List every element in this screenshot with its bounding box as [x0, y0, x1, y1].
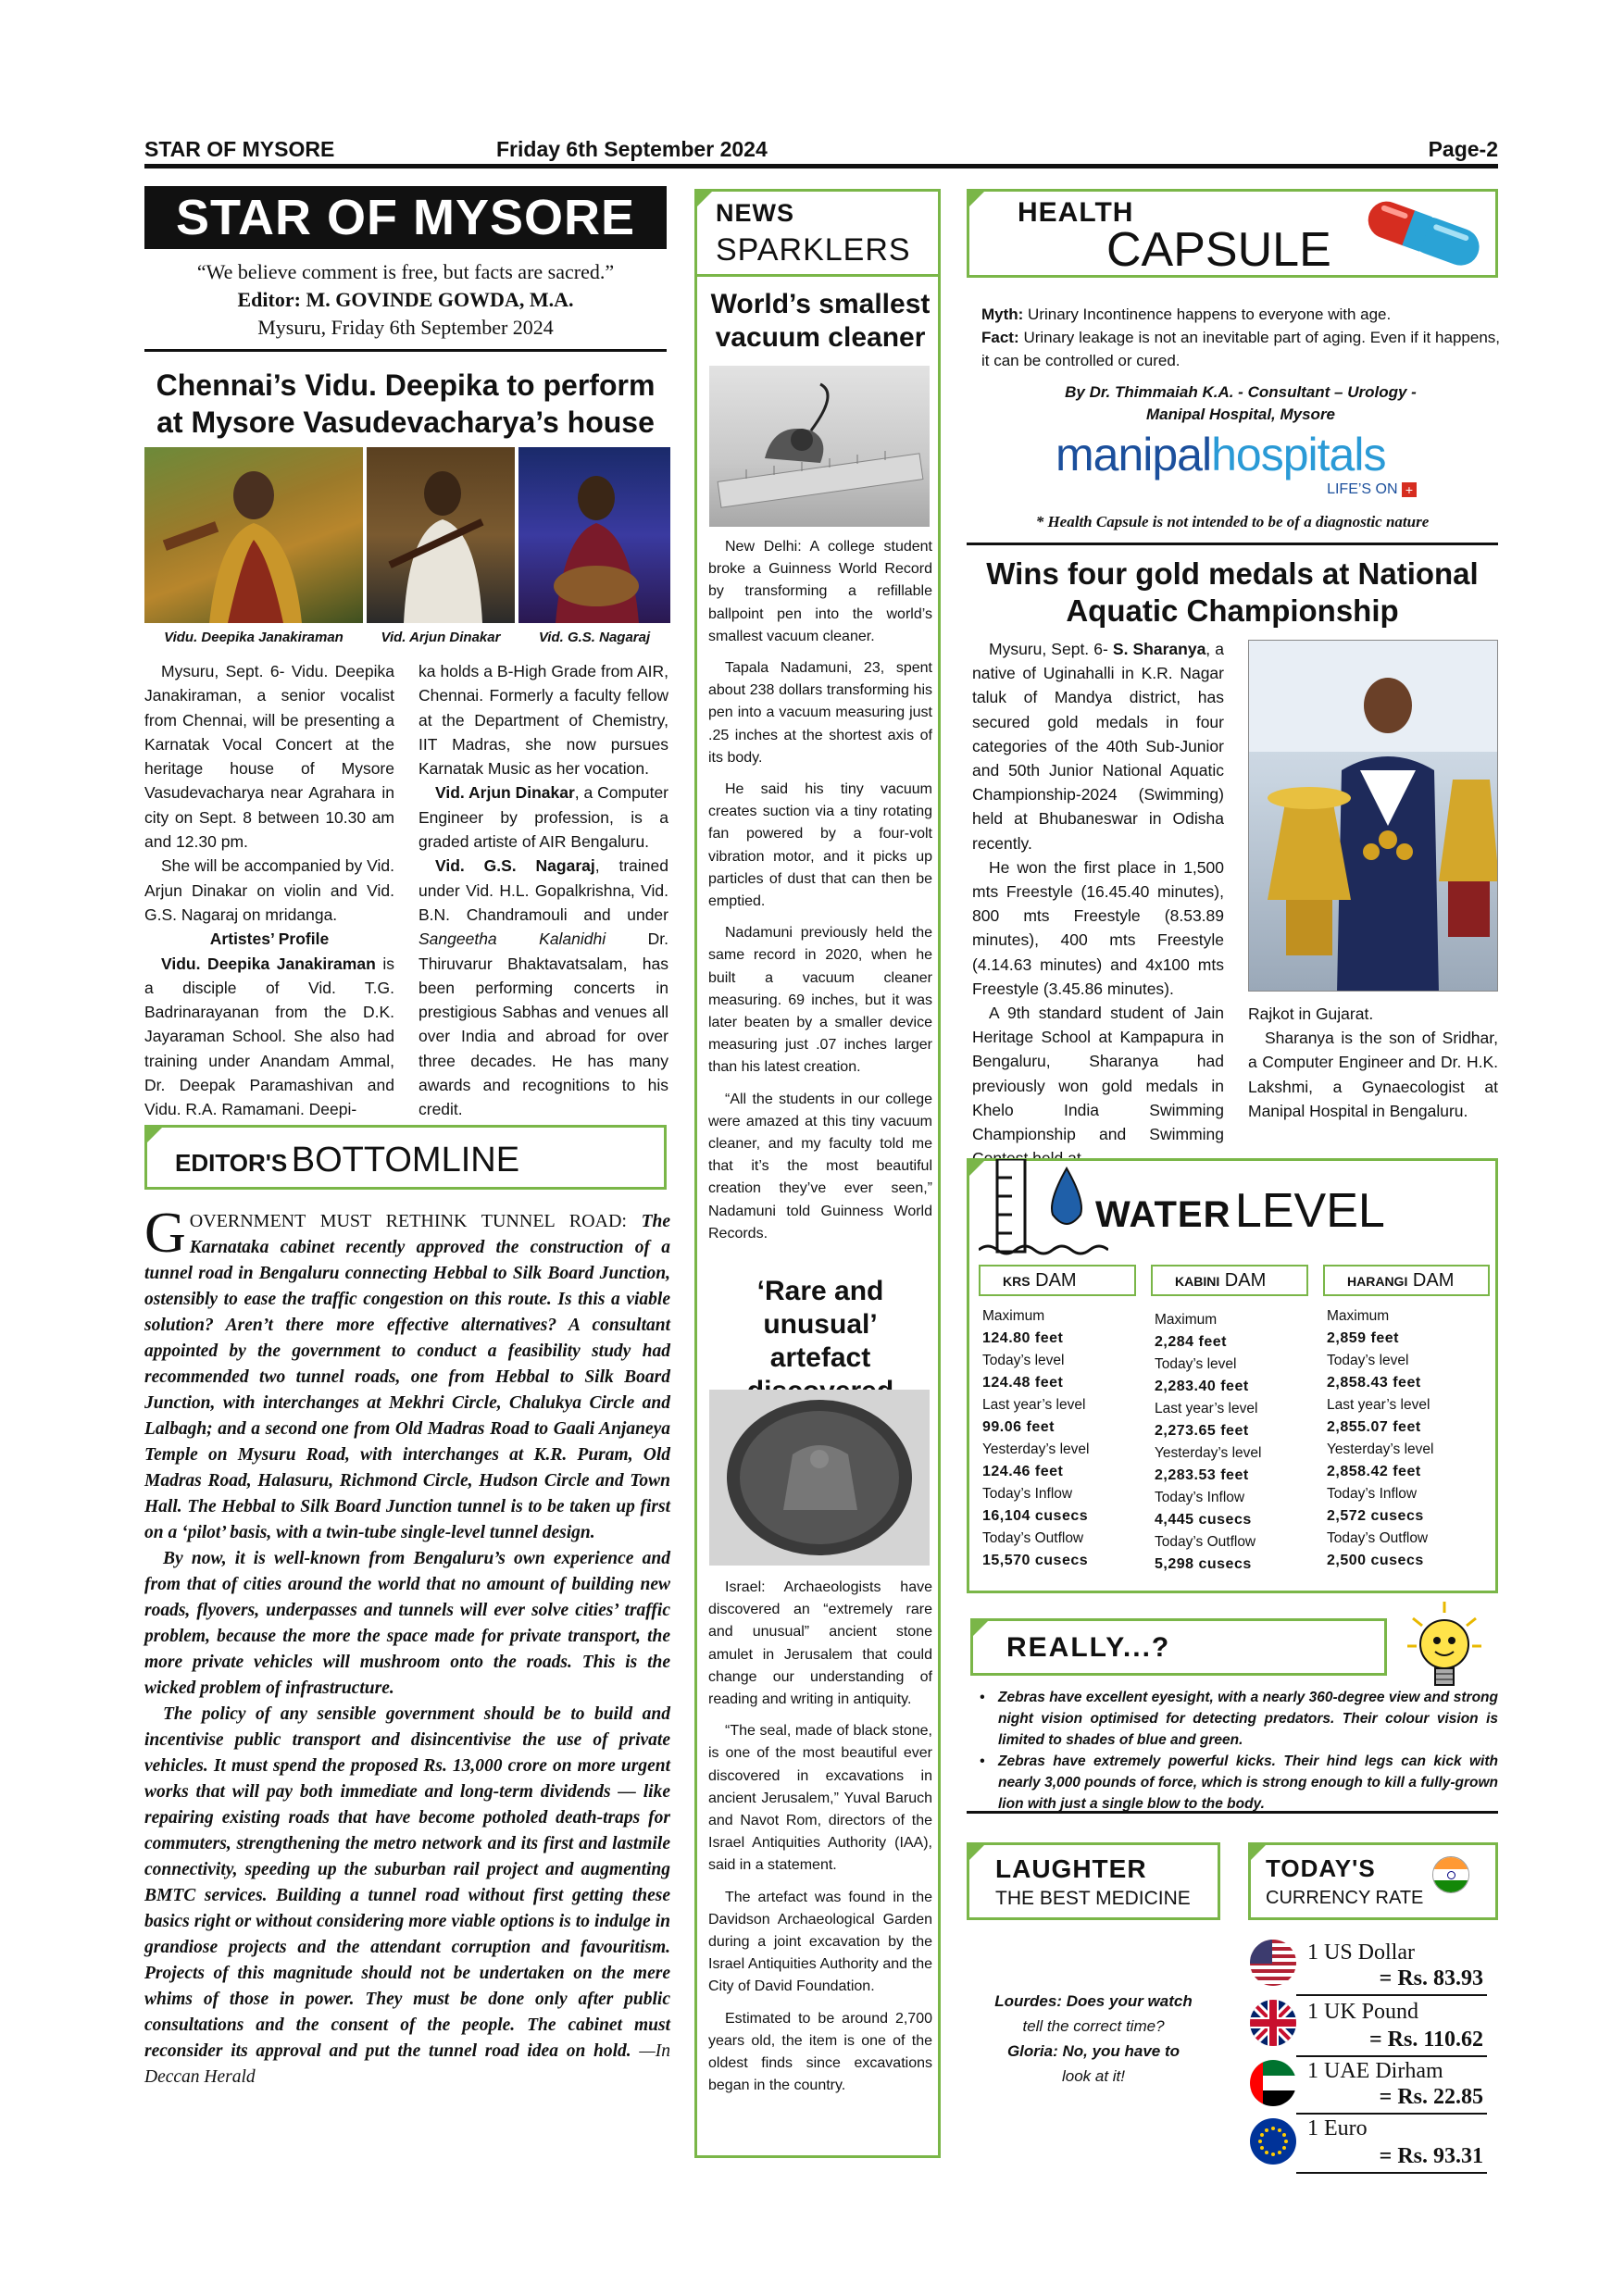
editorial-body — [144, 1202, 670, 2090]
paragraph: “All the students in our college were amazed at this tiny vacuum cleaner, and my faculty told me that it’s the most beautiful creation they’ve ever seen,” Nadamuni told Guinness World Records. — [708, 1091, 932, 1242]
violinist-figure-illustration — [367, 447, 515, 623]
divider — [967, 543, 1498, 545]
water-gauge-icon — [979, 1159, 1108, 1261]
plus-icon: + — [1402, 482, 1417, 497]
stat-label: Last year’s level — [1327, 1397, 1430, 1413]
stat-label: Today’s Outflow — [982, 1530, 1084, 1546]
athlete-name: S. Sharanya — [1112, 640, 1206, 658]
artiste-name: Vid. G.S. Nagaraj — [435, 856, 595, 876]
section-label: CURRENCY RATE — [1266, 1888, 1424, 1908]
really-facts-list — [980, 1687, 1498, 1815]
subheading: Artistes’ Profile — [209, 930, 330, 949]
capsule-pill-icon — [1356, 195, 1495, 273]
health-byline: By Dr. Thimmaiah K.A. - Consultant – Urology - Manipal Hospital, Mysore — [1065, 383, 1417, 423]
fact-text: Zebras have extremely powerful kicks. Their hind legs can kick with nearly 3,000 pounds of force, which is strong enough to kill a fully-grown lion with just a single blow to the body. — [998, 1753, 1498, 1812]
section-label: LEVEL — [1234, 1184, 1385, 1238]
dam-name: KRS — [1003, 1274, 1031, 1289]
photo-sharanya — [1248, 640, 1498, 992]
stat-label: Today’s level — [1155, 1356, 1237, 1372]
headline-line-1: Chennai’s Vidu. Deepika to perform — [156, 368, 656, 402]
stat-value: 2,284 feet — [1155, 1334, 1227, 1350]
chennai-body-col2 — [418, 659, 668, 1122]
joke-line: Gloria: No, you have to — [1006, 2042, 1181, 2060]
manipal-logo — [1056, 428, 1444, 502]
stat-value: 124.80 feet — [982, 1330, 1064, 1346]
header-page-number: Page-2 — [1428, 137, 1498, 161]
stat-value: 5,298 cusecs — [1155, 1556, 1252, 1572]
headline-line-2: artefact — [769, 1342, 871, 1373]
headline-line-1: ‘Rare and unusual’ — [756, 1276, 884, 1340]
stat-label: Today’s Inflow — [1327, 1486, 1418, 1502]
stat-label: Yesterday’s level — [1327, 1441, 1434, 1457]
corner-accent — [144, 1125, 165, 1145]
section-label-bold: LAUGHTER — [995, 1854, 1147, 1883]
paragraph: ka holds a B-High Grade from AIR, Chennai. Formerly a faculty fellow at the Department of Chemistry, IIT Madras, she now pursues Karnatak Music as her vocation. — [418, 662, 668, 779]
paragraph: “The seal, made of black stone, is one of the most beautiful ever discovered in excavations in ancient Jerusalem,” Yuval Baruch and Navot Rom, directors of the Israel Antiquities Authority (IAA), said in a statement. — [708, 1723, 932, 1874]
divider — [1296, 2113, 1487, 2115]
section-label: BOTTOMLINE — [291, 1141, 520, 1179]
myth-text: Urinary Incontinence happens to everyone with age. — [1023, 306, 1392, 323]
dam-suffix: DAM — [1035, 1270, 1077, 1291]
stat-value: 4,445 cusecs — [1155, 1512, 1252, 1528]
currency-value: = Rs. 93.31 — [1379, 2144, 1483, 2168]
currency-value: = Rs. 83.93 — [1379, 1966, 1483, 1990]
story-vacuum-body — [708, 536, 932, 1254]
paragraph: The policy of any sensible government should be to build and incentivise public transport and disincentivise the use of private vehicles. It must spend the proposed Rs. 13,000 crore on more urgent works that will pay both immediate and long-term dividends — like repairing existing roads that have become potholed death-traps for commuters, strengthening the metro network and its first and lastmile connectivity, speeding up the suburban rail project and augmenting BMTC services. Building a tunnel road without first getting these basics right or without considering more viable options is to indulge in grandiose projects and the attendant corruption and favouritism. Projects of this magnitude should not be undertaken on the mere whims of those in power. They must be done only after public consultations and the consent of the people. The cabinet must reconsider its approval and put the tunnel road idea on hold. — [144, 1704, 670, 2061]
swimmer-with-trophies-illustration — [1249, 641, 1498, 992]
caption-nagaraj: Vid. G.S. Nagaraj — [538, 630, 651, 645]
stat-label: Yesterday’s level — [982, 1441, 1090, 1457]
headline-line-2: at Mysore Vasudevacharya’s house — [156, 406, 655, 439]
divider — [1296, 2172, 1487, 2174]
headline-line-1: Wins four gold medals at National — [986, 556, 1479, 591]
paragraph: , trained under Vid. H.L. Gopalkrishna, Vid. B.N. Chandramouli and under — [418, 856, 669, 924]
dateline: Mysuru, Friday 6th September 2024 — [257, 316, 554, 339]
stat-value: 15,570 cusecs — [982, 1553, 1089, 1568]
corner-accent — [967, 1842, 987, 1863]
artiste-name: Vidu. Deepika Janakiraman — [161, 954, 376, 973]
section-label-bold: NEWS — [716, 199, 794, 227]
fact-label: Fact: — [981, 329, 1019, 346]
joke-line: tell the correct time? — [1022, 2017, 1165, 2035]
chennai-body-col1 — [144, 659, 394, 1122]
india-flag-icon — [1432, 1856, 1469, 1893]
masthead-logo: STAR OF MYSORE — [144, 186, 667, 249]
stat-label: Yesterday’s level — [1155, 1445, 1262, 1461]
stat-label: Today’s Inflow — [982, 1486, 1073, 1502]
lightbulb-mascot-icon — [1405, 1600, 1483, 1696]
stat-label: Maximum — [982, 1308, 1045, 1324]
joke-line: Lourdes: Does your watch — [994, 1992, 1193, 2010]
stat-value: 2,858.42 feet — [1327, 1464, 1421, 1479]
vacuum-pen-illustration — [709, 366, 930, 527]
stat-label: Today’s Outflow — [1155, 1534, 1256, 1550]
paragraph: Sharanya is the son of Sridhar, a Computer Engineer and Dr. H.K. Lakshmi, a Gynaecologist at Manipal Hospital in Bengaluru. — [1248, 1029, 1498, 1120]
paragraph: By now, it is well-known from Bengaluru’s own experience and from that of cities around the world that no amount of building new roads, flyovers, underpasses and tunnels will ever solve cities’ traffic problem, because the more the space made for private transport, the more private vehicles will mushroom onto the roads. This is the wicked problem of infrastructure. — [144, 1549, 670, 1698]
health-disclaimer: * Health Capsule is not intended to be of a diagnostic nature — [1035, 513, 1430, 530]
paragraph: Mysuru, Sept. 6- — [989, 640, 1113, 658]
stat-value: 2,500 cusecs — [1327, 1553, 1424, 1568]
currency-name: 1 Euro — [1307, 2116, 1368, 2140]
stat-value: 124.46 feet — [982, 1464, 1064, 1479]
caption-deepika: Vidu. Deepika Janakiraman — [164, 630, 344, 645]
section-label: THE BEST MEDICINE — [995, 1888, 1191, 1909]
section-label-bold: EDITOR'S — [175, 1149, 288, 1177]
uk-flag-icon — [1250, 2000, 1296, 2046]
uae-flag-icon — [1250, 2060, 1296, 2106]
laughter-joke — [967, 1989, 1220, 2089]
logo-tagline: LIFE’S ON — [1327, 481, 1398, 497]
header-date: Friday 6th September 2024 — [496, 137, 768, 161]
paragraph: The Karnataka cabinet recently approved the construction of a tunnel road in Bengaluru connecting Hebbal to Silk Board Junction, ostensibly to ease the traffic congestion on this route. Is this a viable solution? Aren’t there more effective alternatives? A consultant appointed by the government to conduct a feasibility study had recommended two tunnel roads, one from Hebbal to Silk Board Junction, with interchanges at Mekhri Circle, Chalukya Circle and Lalbagh; and a second one from Old Madras Road to Gaali Anjaneya Temple on Mysuru Road, with interchanges at K.R. Puram, Old Madras Road, Halasuru, Richmond Circle, Hudson Circle and Town Hall. The Hebbal to Silk Board Junction tunnel is to be taken up first on a ‘pilot’ basis, with a twin-tube single-level tunnel design. — [144, 1212, 670, 1542]
stat-label: Last year’s level — [1155, 1401, 1258, 1416]
divider — [1296, 1994, 1487, 1996]
fact-text: Zebras have excellent eyesight, with a nearly 360-degree view and strong night vision optimised for detecting predators. Their colour vision is limited to shades of blue and green. — [998, 1690, 1498, 1748]
headline-line-2: vacuum cleaner — [715, 322, 926, 353]
story-artefact-body — [708, 1577, 932, 2106]
currency-name: 1 UAE Dirham — [1307, 2059, 1443, 2083]
editor-line: Editor: M. GOVINDE GOWDA, M.A. — [237, 288, 574, 311]
singer-figure-illustration — [144, 447, 363, 623]
photo-nagaraj — [518, 447, 670, 623]
divider — [144, 349, 667, 352]
paragraph: , a native of Uginahalli in K.R. Nagar taluk of Mandya district, has secured gold medals in four categories of the 40th Sub-Junior and 50th Junior National Aquatic Championship-2024 (Swimming) held at Bhubaneswar in Odisha recently. — [972, 640, 1224, 853]
section-label: SPARKLERS — [716, 232, 911, 268]
paragraph: New Delhi: A college student broke a Guinness World Record by transforming a refillable ballpoint pen into the world’s smallest vacuum cleaner. — [708, 539, 932, 644]
stat-value: 2,572 cusecs — [1327, 1508, 1424, 1524]
section-label-bold: WATER — [1095, 1194, 1231, 1235]
paragraph: Mysuru, Sept. 6- Vidu. Deepika Janakiraman, a senior vocalist from Chennai, will be presenting a Karnatak Vocal Concert at the heritage house of Mysore Vasudevacharya near Agrahara in city on Sept. 8 between 10.30 am and 12.30 pm. — [144, 662, 394, 852]
stone-seal-illustration — [709, 1390, 930, 1566]
stat-value: 99.06 feet — [982, 1419, 1055, 1435]
paragraph: The artefact was found in the Davidson Archaeological Garden during a joint excavation by the Israel Antiquities Authority and the City of David Foundation. — [708, 1889, 932, 1995]
paragraph: She will be accompanied by Vid. Arjun Dinakar on violin and Vid. G.S. Nagaraj on mridanga. — [144, 856, 394, 924]
page-header — [144, 135, 1498, 168]
section-label-bold: TODAY'S — [1266, 1854, 1376, 1882]
paragraph: He won the first place in 1,500 mts Freestyle (16.45.40 minutes), 800 mts Freestyle (8.53.89 minutes), 400 mts Freestyle (4.14.63 minutes) and 4x100 mts Freestyle (3.45.86 minutes). — [972, 857, 1224, 998]
joke-line: look at it! — [1061, 2067, 1126, 2085]
currency-header — [1248, 1842, 1498, 1920]
currency-name: 1 UK Pound — [1307, 2000, 1419, 2024]
stat-value: 16,104 cusecs — [982, 1508, 1089, 1524]
dam-stats-kabini — [1155, 1309, 1317, 1576]
photo-stone-seal — [709, 1390, 930, 1566]
corner-accent — [970, 1618, 991, 1639]
paragraph: , a Computer Engineer by profession, is a graded artiste of AIR Bengaluru. — [418, 783, 669, 852]
aquatic-body-col2 — [1248, 1002, 1498, 1123]
us-flag-icon — [1250, 1940, 1296, 1986]
corner-accent — [967, 189, 987, 209]
headline-line-1: World’s smallest — [710, 289, 931, 319]
section-label-bold: HEALTH — [1018, 197, 1134, 228]
divider — [967, 1811, 1498, 1814]
stat-value: 2,273.65 feet — [1155, 1423, 1249, 1439]
logo-text: manipal — [1056, 429, 1212, 480]
paragraph: A 9th standard student of Jain Heritage School at Kampapura in Bengaluru, Sharanya had previously won gold medals in Khelo India Swimming Championship and Swimming — [972, 1004, 1224, 1144]
motto: “We believe comment is free, but facts are sacred.” — [196, 260, 615, 283]
paragraph: Rajkot in Gujarat. — [1248, 1004, 1374, 1023]
title-text: Sangeetha Kalanidhi — [418, 930, 606, 949]
photo-vacuum-pen — [709, 366, 930, 527]
list-item: • Zebras have excellent eyesight, with a nearly 360-degree view and strong night vision optimised for detecting predators. Their colour vision is limited to shades of blue and green. — [980, 1690, 1498, 1748]
dam-suffix: DAM — [1224, 1270, 1267, 1291]
eu-flag-icon — [1250, 2118, 1296, 2165]
section-label: CAPSULE — [1106, 223, 1331, 277]
artiste-name: Vid. Arjun Dinakar — [435, 783, 575, 803]
section-label: REALLY...? — [1006, 1632, 1171, 1663]
headline-line-2: Aquatic Championship — [1066, 593, 1399, 628]
dam-name: HARANGI — [1347, 1274, 1408, 1289]
laughter-header — [967, 1842, 1220, 1920]
masthead-info — [144, 258, 667, 342]
news-sparklers-box — [694, 189, 941, 2158]
corner-accent — [694, 189, 715, 209]
dam-suffix: DAM — [1412, 1270, 1455, 1291]
stat-value: 2,855.07 feet — [1327, 1419, 1421, 1435]
paragraph: Israel: Archaeologists have discovered an “extremely rare and unusual” ancient stone amulet in Jerusalem that could change our understanding of reading and writing in antiquity. — [708, 1579, 932, 1708]
water-level-box — [967, 1158, 1498, 1593]
stat-value: 2,858.43 feet — [1327, 1375, 1421, 1391]
health-myth-fact — [981, 303, 1500, 372]
myth-label: Myth: — [981, 306, 1024, 323]
story-vacuum-headline — [697, 288, 943, 355]
fact-text: Urinary leakage is not an inevitable part of aging. Even if it happens, it can be controlled or cured. — [981, 329, 1500, 369]
paragraph: Tapala Nadamuni, 23, spent about 238 dollars transforming his pen into a vacuum measuring just .25 inches at the shortest axis of its body. — [708, 660, 932, 766]
caption-arjun: Vid. Arjun Dinakar — [381, 630, 501, 645]
header-paper-name: STAR OF MYSORE — [144, 137, 335, 161]
dam-label-harangi — [1323, 1265, 1490, 1296]
stat-label: Today’s Inflow — [1155, 1490, 1245, 1505]
source-credit: —In Deccan Herald — [144, 2041, 670, 2087]
really-header — [970, 1618, 1387, 1676]
stat-label: Last year’s level — [982, 1397, 1086, 1413]
stat-value: 2,283.53 feet — [1155, 1467, 1249, 1483]
dam-label-krs — [979, 1265, 1136, 1296]
paragraph: Estimated to be around 2,700 years old, the item is one of the oldest finds since excavations began in the country. — [708, 2010, 932, 2094]
paragraph: He said his tiny vacuum creates suction via a tiny rotating fan powered by a four-volt vibration motor, and it picks up particles of dust that can then be emptied. — [708, 781, 932, 910]
aquatic-body-col1 — [972, 637, 1224, 1170]
dam-label-kabini — [1151, 1265, 1308, 1296]
dam-stats-harangi — [1327, 1305, 1493, 1572]
paragraph: Dr. Thiruvarur Bhaktavatsalam, has been performing concerts in prestigious Sabhas and venues all over India and abroad for over three decades. He has many awards and recognitions to his credit. — [418, 930, 668, 1119]
stat-label: Maximum — [1327, 1308, 1390, 1324]
photo-arjun — [367, 447, 515, 623]
logo-text: hospitals — [1211, 429, 1386, 480]
stat-value: 2,283.40 feet — [1155, 1379, 1249, 1394]
dam-name: KABINI — [1175, 1274, 1220, 1289]
stat-label: Maximum — [1155, 1312, 1218, 1328]
mridanga-player-illustration — [518, 447, 670, 623]
editors-bottomline-header — [144, 1125, 667, 1190]
dam-stats-krs — [982, 1305, 1144, 1572]
stat-value: 2,859 feet — [1327, 1330, 1399, 1346]
currency-value: = Rs. 110.62 — [1368, 2028, 1483, 2052]
currency-value: = Rs. 22.85 — [1379, 2085, 1483, 2109]
editorial-headline: OVERNMENT MUST RETHINK TUNNEL ROAD: — [189, 1211, 627, 1231]
divider — [697, 274, 938, 277]
aquatic-headline — [967, 555, 1498, 630]
stat-value: 124.48 feet — [982, 1375, 1064, 1391]
stat-label: Today’s level — [1327, 1353, 1409, 1368]
stat-label: Today’s Outflow — [1327, 1530, 1429, 1546]
photo-deepika — [144, 447, 363, 623]
paragraph: Nadamuni previously held the same record in 2020, when he built a vacuum cleaner measuring. 69 inches, but it was later beaten by a smaller device measuring just .07 inches larger than his latest creation. — [708, 925, 932, 1076]
currency-name: 1 US Dollar — [1307, 1940, 1415, 1965]
health-capsule-header — [967, 189, 1498, 278]
paragraph: is a disciple of Vid. T.G. Badrinarayanan from the D.K. Jayaraman School. She also had training under Anandam Ammal, Dr. Deepak Paramashivan and Vidu. R.A. Ramamani. Deepi- — [144, 954, 395, 1119]
divider — [1296, 2055, 1487, 2057]
drop-cap: G — [144, 1202, 186, 1265]
list-item: • Zebras have extremely powerful kicks. Their hind legs can kick with nearly 3,000 pounds of force, which is strong enough to kill a fully-grown lion with just a single blow to the body. — [980, 1753, 1498, 1812]
chennai-headline — [144, 367, 667, 441]
stat-label: Today’s level — [982, 1353, 1065, 1368]
